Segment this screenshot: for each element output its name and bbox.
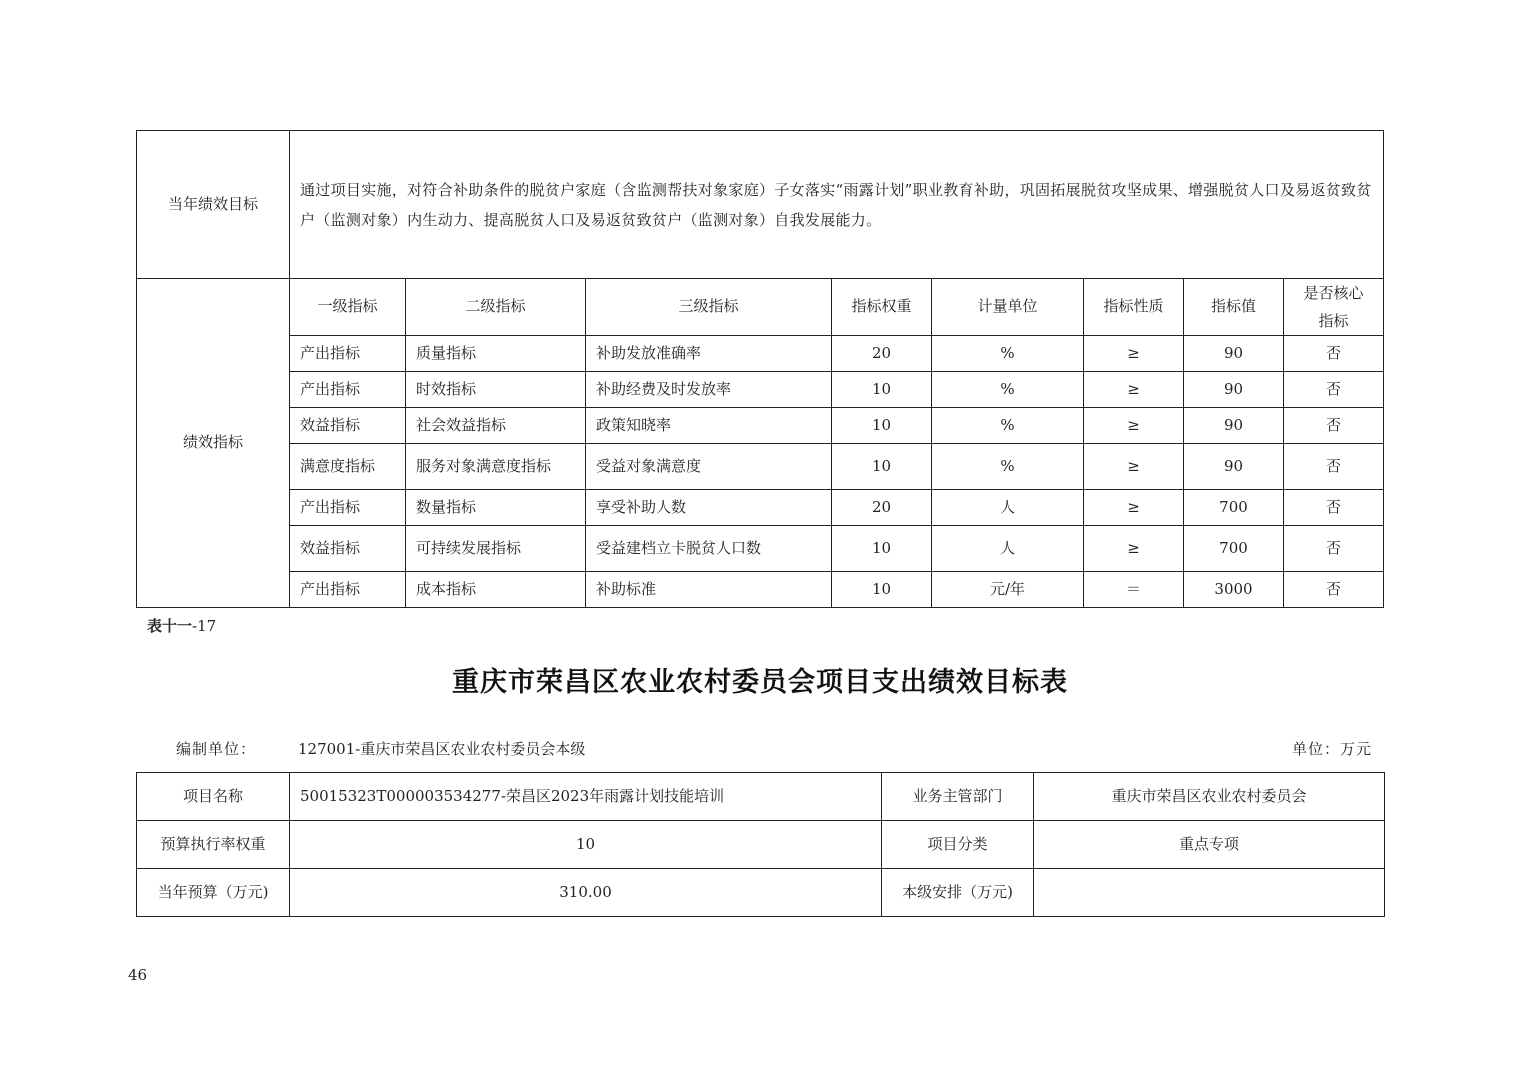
cell-weight: 10	[832, 408, 932, 444]
cell-value: 90	[1184, 408, 1284, 444]
table-row	[137, 572, 1384, 608]
cell-level1: 效益指标	[290, 526, 406, 572]
cell-value: 90	[1184, 372, 1284, 408]
cell-level1: 产出指标	[290, 572, 406, 608]
budget-rate-value: 10	[290, 821, 882, 869]
header-core	[1284, 279, 1384, 336]
cell-unit: %	[932, 408, 1084, 444]
cell-level3: 补助标准	[586, 572, 832, 608]
year-budget-value: 310.00	[290, 869, 882, 917]
dept-label: 业务主管部门	[882, 773, 1034, 821]
table-row	[137, 490, 1384, 526]
table-label	[147, 615, 216, 636]
cell-level2: 成本指标	[406, 572, 586, 608]
table-row	[137, 372, 1384, 408]
cell-weight: 10	[832, 372, 932, 408]
year-budget-label: 当年预算（万元)	[137, 869, 290, 917]
cell-value: 90	[1184, 444, 1284, 490]
cell-nature: ≥	[1084, 526, 1184, 572]
cell-nature: ≥	[1084, 490, 1184, 526]
cell-nature: ≥	[1084, 372, 1184, 408]
goal-text: 通过项目实施，对符合补助条件的脱贫户家庭（含监测帮扶对象家庭）子女落实“雨露计划”职业教育补助，巩固拓展脱贫攻坚成果、增强脱贫人口及易返贫致贫户（监测对象）内生动力、提高脱贫人口及易返贫致贫户（监测对象）自我发展能力。	[300, 180, 1372, 229]
cell-weight: 10	[832, 572, 932, 608]
cell-level2: 社会效益指标	[406, 408, 586, 444]
header-value: 指标值	[1184, 279, 1284, 336]
cell-core: 否	[1284, 408, 1384, 444]
cell-weight: 10	[832, 526, 932, 572]
cell-level3: 享受补助人数	[586, 490, 832, 526]
indicators-label: 绩效指标	[137, 279, 290, 608]
header-weight: 指标权重	[832, 279, 932, 336]
cell-level3: 政策知晓率	[586, 408, 832, 444]
cell-weight: 20	[832, 336, 932, 372]
local-budget-value	[1034, 869, 1385, 917]
table-row	[137, 408, 1384, 444]
cell-core: 否	[1284, 372, 1384, 408]
header-level2: 二级指标	[406, 279, 586, 336]
cell-unit: 人	[932, 490, 1084, 526]
page-title: 重庆市荣昌区农业农村委员会项目支出绩效目标表	[452, 667, 1068, 698]
cell-unit: 元/年	[932, 572, 1084, 608]
local-budget-label: 本级安排（万元)	[882, 869, 1034, 917]
header-unit: 计量单位	[932, 279, 1084, 336]
budget-rate-label: 预算执行率权重	[137, 821, 290, 869]
goal-label: 当年绩效目标	[137, 131, 290, 279]
project-info-table	[136, 772, 1385, 917]
cell-level1: 效益指标	[290, 408, 406, 444]
performance-indicator-table	[136, 130, 1384, 608]
cell-level2: 可持续发展指标	[406, 526, 586, 572]
table-row	[137, 336, 1384, 372]
category-value: 重点专项	[1034, 821, 1385, 869]
goal-text-cell	[290, 131, 1384, 279]
cell-nature: ≥	[1084, 336, 1184, 372]
cell-level1: 产出指标	[290, 372, 406, 408]
header-level3: 三级指标	[586, 279, 832, 336]
cell-core: 否	[1284, 526, 1384, 572]
cell-core: 否	[1284, 490, 1384, 526]
cell-level2: 数量指标	[406, 490, 586, 526]
cell-unit: 人	[932, 526, 1084, 572]
table-label-bold: 表十一	[147, 617, 193, 635]
dept-value: 重庆市荣昌区农业农村委员会	[1034, 773, 1385, 821]
unit-label: 单位：万元	[1291, 740, 1372, 758]
cell-nature: ＝	[1084, 572, 1184, 608]
cell-weight: 10	[832, 444, 932, 490]
project-name-label: 项目名称	[137, 773, 290, 821]
table-label-number: -17	[192, 617, 217, 635]
cell-level3: 受益建档立卡脱贫人口数	[586, 526, 832, 572]
table-row	[137, 526, 1384, 572]
cell-nature: ≥	[1084, 408, 1184, 444]
org-label: 编制单位：	[176, 740, 257, 758]
cell-level2: 时效指标	[406, 372, 586, 408]
table-row	[137, 444, 1384, 490]
cell-core: 否	[1284, 336, 1384, 372]
page-number: 46	[128, 966, 148, 984]
cell-core: 否	[1284, 572, 1384, 608]
cell-unit: %	[932, 372, 1084, 408]
header-nature: 指标性质	[1084, 279, 1184, 336]
cell-weight: 20	[832, 490, 932, 526]
cell-level3: 受益对象满意度	[586, 444, 832, 490]
cell-nature: ≥	[1084, 444, 1184, 490]
header-core-text: 是否核心指标	[1303, 284, 1364, 330]
cell-level3: 补助发放准确率	[586, 336, 832, 372]
org-value: 127001-重庆市荣昌区农业农村委员会本级	[298, 740, 586, 758]
cell-level3: 补助经费及时发放率	[586, 372, 832, 408]
cell-level1: 满意度指标	[290, 444, 406, 490]
category-label: 项目分类	[882, 821, 1034, 869]
cell-level2: 服务对象满意度指标	[406, 444, 586, 490]
cell-value: 90	[1184, 336, 1284, 372]
cell-level1: 产出指标	[290, 336, 406, 372]
cell-level1: 产出指标	[290, 490, 406, 526]
cell-value: 700	[1184, 526, 1284, 572]
cell-core: 否	[1284, 444, 1384, 490]
cell-unit: %	[932, 444, 1084, 490]
project-name-value: 50015323T000003534277-荣昌区2023年雨露计划技能培训	[290, 773, 882, 821]
cell-unit: %	[932, 336, 1084, 372]
cell-value: 700	[1184, 490, 1284, 526]
cell-level2: 质量指标	[406, 336, 586, 372]
cell-value: 3000	[1184, 572, 1284, 608]
header-level1: 一级指标	[290, 279, 406, 336]
